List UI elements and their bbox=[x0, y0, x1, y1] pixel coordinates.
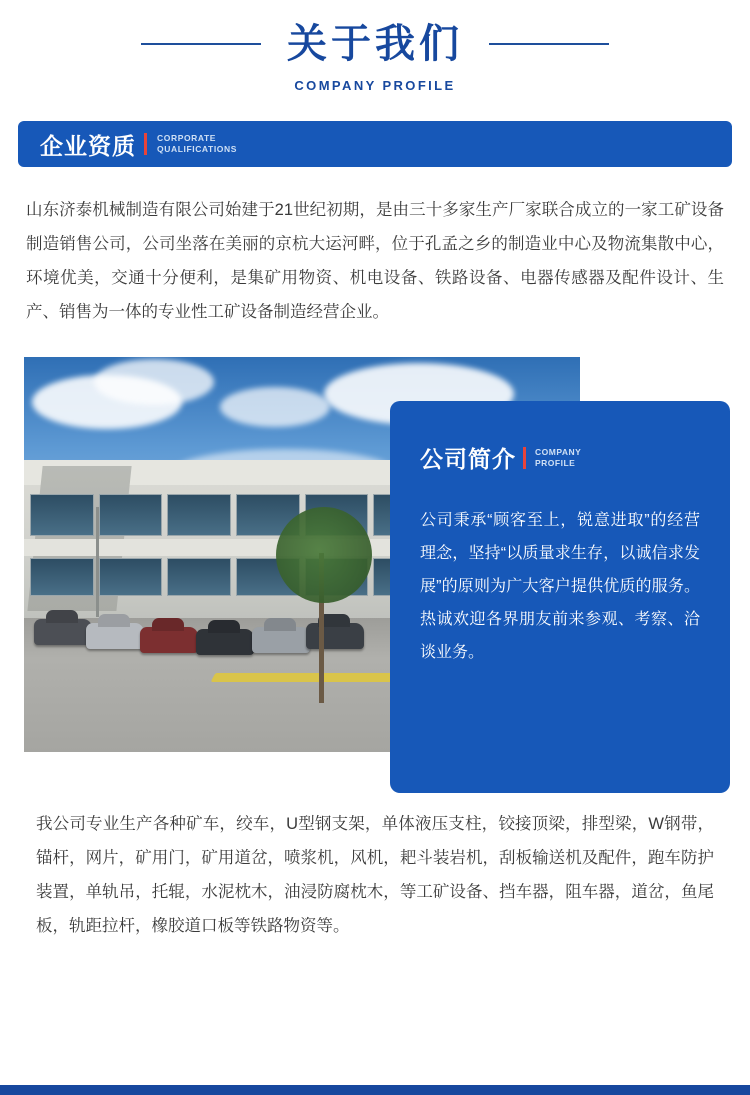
company-intro-paragraph: 山东济泰机械制造有限公司始建于21世纪初期，是由三十多家生产厂家联合成立的一家工矿设备制造销售公司，公司坐落在美丽的京杭大运河畔，位于孔孟之乡的制造业中心及物流集散中心，环境优美，交通十分便利，是集矿用物资、机电设备、铁路设备、电器传感器及配件设计、生产、销售为一体的专业性工矿设备制造经营企业。 bbox=[26, 201, 724, 321]
photo-window bbox=[167, 558, 231, 596]
photo-window bbox=[167, 494, 231, 535]
photo-car bbox=[252, 627, 310, 653]
card-title-cn: 公司简介 bbox=[420, 446, 516, 472]
section-title-en-line1: CORPORATE bbox=[157, 133, 217, 143]
title-rule-left bbox=[141, 43, 261, 45]
page-title-row bbox=[0, 22, 750, 66]
red-divider-icon bbox=[523, 447, 526, 469]
photo-car bbox=[306, 623, 364, 649]
page-header bbox=[0, 0, 750, 93]
photo-car bbox=[140, 627, 198, 653]
photo-window bbox=[30, 494, 94, 535]
card-title-en-line2: PROFILE bbox=[535, 457, 576, 468]
section-title-cn: 企业资质 bbox=[40, 132, 136, 159]
page-title: 关于我们 bbox=[287, 22, 463, 66]
photo-tree-canopy bbox=[276, 507, 372, 603]
company-profile-card bbox=[390, 401, 730, 793]
photo-light-pole bbox=[96, 507, 99, 617]
photo-car bbox=[196, 629, 254, 655]
photo-cloud bbox=[94, 359, 214, 405]
section-header-qualifications bbox=[18, 121, 732, 167]
media-block bbox=[0, 357, 750, 797]
photo-window bbox=[30, 558, 94, 596]
product-list-paragraph: 我公司专业生产各种矿车，绞车，U型钢支架，单体液压支柱，铰接顶梁，排型梁，W钢带，锚杆，网片，矿用门，矿用道岔，喷浆机，风机，耙斗装岩机，刮板输送机及配件，跑车防护装置，单轨吊，托辊，水泥枕木，油浸防腐枕木，等工矿设备、挡车器，阻车器，道岔，鱼尾板，轨距拉杆，橡胶道口板等铁路物资等。 bbox=[36, 815, 714, 935]
bottom-accent-bar bbox=[0, 1085, 750, 1095]
title-rule-right bbox=[489, 43, 609, 45]
photo-cloud bbox=[220, 387, 330, 427]
red-divider-icon bbox=[144, 133, 147, 155]
card-header bbox=[420, 441, 700, 474]
photo-window bbox=[99, 558, 163, 596]
card-title-en bbox=[535, 447, 581, 469]
card-body-text: 公司秉承“顾客至上，锐意进取”的经营理念，坚持“以质量求生存，以诚信求发展”的原则为广大客户提供优质的服务。热诚欢迎各界朋友前来参观、考察、洽谈业务。 bbox=[420, 512, 700, 661]
page-subtitle: COMPANY PROFILE bbox=[294, 78, 456, 93]
section-title-en-line2: QUALIFICATIONS bbox=[157, 144, 238, 154]
photo-car bbox=[34, 619, 92, 645]
photo-window bbox=[99, 494, 163, 535]
card-title-en-line1: COMPANY bbox=[535, 446, 582, 457]
section-title-en bbox=[157, 133, 237, 155]
photo-car bbox=[86, 623, 144, 649]
